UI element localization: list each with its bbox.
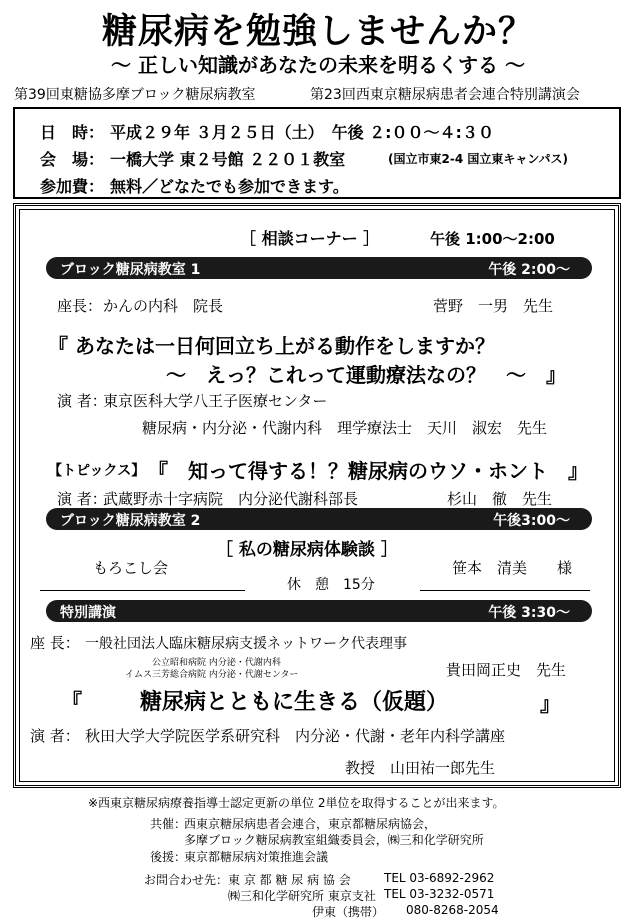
contact3-tel: 080-8268-2054 bbox=[406, 903, 499, 917]
venue-label: 会 場： bbox=[40, 150, 105, 169]
date-label: 日 時： bbox=[40, 123, 105, 142]
support-label: 後援： bbox=[150, 850, 187, 864]
special-bar-label: 特別講演 bbox=[60, 605, 116, 621]
block1-speaker-dept: 糖尿病・内分泌・代謝内科 理学療法士 天川 淑宏 先生 bbox=[142, 419, 548, 437]
block1-lecture-line2: ～ えっ？これって運動療法なの？ ～ 』 bbox=[166, 363, 566, 387]
experience-speaker: 笹本 清美 様 bbox=[452, 559, 573, 577]
fee-value: 無料／どなたでも参加できます。 bbox=[110, 177, 349, 196]
venue-value: 一橋大学 東２号館 ２２０１教室 bbox=[110, 150, 346, 169]
block2-bar-label: ブロック糖尿病教室 2 bbox=[60, 513, 201, 529]
topics-speaker-label: 演 者： bbox=[57, 490, 107, 508]
divider-left bbox=[40, 590, 245, 591]
contact2-tel: TEL 03-3232-0571 bbox=[384, 887, 495, 901]
block2-bar-time: 午後3:00～ bbox=[493, 513, 570, 529]
special-chair-org: 一般社団法人臨床糖尿病支援ネットワーク代表理事 bbox=[85, 636, 407, 652]
block1-chair-org: かんの内科 院長 bbox=[103, 297, 224, 315]
special-speaker-org: 秋田大学大学院医学系研究科 内分泌・代謝・老年内科学講座 bbox=[85, 727, 506, 745]
topics-tag: 【トピックス】 bbox=[48, 463, 146, 479]
contact-label: お問合わせ先： bbox=[144, 873, 229, 887]
special-lecture-close: 』 bbox=[540, 692, 560, 716]
contact2-org: ㈱三和化学研究所 東京支社 bbox=[228, 889, 376, 903]
block1-chair-label: 座長： bbox=[57, 297, 103, 315]
sponsor-line2: 多摩ブロック糖尿病教室組織委員会，㈱三和化学研究所 bbox=[184, 833, 484, 847]
block1-bar-label: ブロック糖尿病教室 1 bbox=[60, 262, 201, 278]
contact1-tel: TEL 03-6892-2962 bbox=[384, 871, 495, 885]
topics-speaker-name: 杉山 徹 先生 bbox=[447, 490, 553, 508]
block1-speaker-org: 東京医科大学八王子医療センター bbox=[103, 392, 328, 410]
event-name-right: 第23回西東京糖尿病患者会連合特別講演会 bbox=[310, 87, 580, 103]
topics-speaker-org: 武蔵野赤十字病院 内分泌代謝科部長 bbox=[103, 490, 359, 508]
support-value: 東京都糖尿病対策推進会議 bbox=[184, 850, 329, 864]
fee-label: 参加費： bbox=[40, 177, 105, 196]
special-chair-sub2: イムス三芳総合病院 内分泌・代謝センター bbox=[125, 670, 299, 680]
special-chair-label: 座 長： bbox=[30, 634, 80, 652]
topics-title: 『 知って得する！？糖尿病のウソ・ホント 』 bbox=[148, 459, 588, 483]
special-bar-time: 午後 3:30～ bbox=[488, 605, 570, 621]
block1-chair-name: 菅野 一男 先生 bbox=[433, 297, 554, 315]
break-label: 休 憩 15分 bbox=[287, 577, 375, 593]
special-lecture-open: 『 bbox=[62, 689, 82, 713]
block1-bar-time: 午後 2:00～ bbox=[488, 262, 570, 278]
consult-label: ［ 相談コーナー ］ bbox=[240, 229, 380, 248]
page-subtitle: ～ 正しい知識があなたの未来を明るくする ～ bbox=[111, 53, 525, 77]
special-speaker-name: 教授 山田祐一郎先生 bbox=[345, 759, 496, 777]
special-lecture-title: 糖尿病とともに生きる（仮題） bbox=[140, 690, 449, 715]
experience-group: もろこし会 bbox=[93, 559, 169, 577]
contact3-org: 伊東（携帯） bbox=[312, 905, 385, 919]
page-title: 糖尿病を勉強しませんか？ bbox=[101, 12, 534, 52]
sponsor-line1: 西東京糖尿病患者会連合，東京都糖尿病協会， bbox=[184, 817, 437, 831]
block2-bar bbox=[46, 508, 592, 530]
special-chair-name: 貴田岡正史 先生 bbox=[446, 661, 567, 679]
divider-right bbox=[420, 590, 590, 591]
block1-speaker-label: 演 者： bbox=[57, 392, 107, 410]
special-chair-sub1: 公立昭和病院 内分泌・代謝内科 bbox=[152, 658, 281, 668]
sponsor-label: 共催： bbox=[150, 817, 187, 831]
special-bar bbox=[46, 600, 592, 622]
consult-time: 午後 1:00～2:00 bbox=[430, 230, 555, 248]
block1-bar bbox=[46, 257, 592, 279]
experience-title: ［ 私の糖尿病体験談 ］ bbox=[216, 540, 398, 560]
venue-note: (国立市東2-4 国立東キャンパス) bbox=[388, 152, 568, 166]
date-value: 平成２９年 ３月２５日（土） 午後 ２:００～４:３０ bbox=[110, 123, 494, 142]
special-speaker-label: 演 者： bbox=[30, 727, 80, 745]
block1-lecture-line1: 『 あなたは一日何回立ち上がる動作をしますか？ bbox=[48, 334, 495, 358]
event-name-left: 第39回東糖協多摩ブロック糖尿病教室 bbox=[14, 87, 256, 103]
contact1-org: 東 京 都 糖 尿 病 協 会 bbox=[228, 873, 351, 887]
credit-note: ※西東京糖尿病療養指導士認定更新の単位 2単位を取得することが出来ます。 bbox=[88, 796, 505, 810]
